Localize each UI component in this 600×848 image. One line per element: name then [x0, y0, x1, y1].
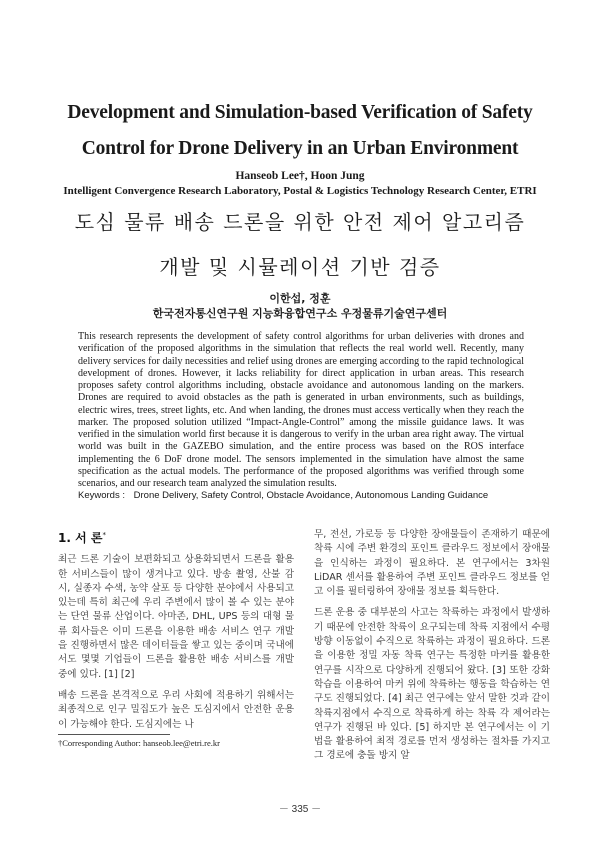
keywords-label: Keywords :	[78, 490, 125, 501]
paragraph: 최근 드론 기술이 보편화되고 상용화되면서 드론을 활용한 서비스들이 많이 생겨나고 있다. 방송 촬영, 산불 감시, 실종자 수색, 농약 살포 등 다양한 분야에서 사용되고 있는데 특히 최근에 우리 주변에서 많이 볼 수 있는 분야는 단연 물류 산업이다. 아마존, DHL, UPS 등의 대형 물류 회사들은 이미 드론을 이용한 배송 서비스 연구 개발을 진행하면서 많은 데이터들을 쌓고 있는 중이며 국내에서도 몇몇 기업들이 드론을 활용한 배송 서비스를 개발 중에 있다. [1] [2]	[58, 554, 294, 680]
footnote: †Corresponding Author: hanseob.lee@etri.re.kr	[58, 738, 220, 748]
footnote-divider	[58, 734, 170, 735]
body-column-right	[314, 528, 550, 771]
title-en-line-1: Development and Simulation-based Verification of Safety	[67, 102, 533, 123]
title-en-line-2: Control for Drone Delivery in an Urban Environment	[81, 138, 519, 159]
paragraph: 무, 전선, 가로등 등 다양한 장애물들이 존재하기 때문에 착륙 시에 주변 환경의 포인트 클라우드 정보에서 장애물을 인식하는 과정이 필요하다. 본 연구에서는 3차원 LiDAR 센서를 활용하여 주변 포인트 클라우드 정보를 얻고 이를 필터링하여 장애물 정보를 획득한다.	[314, 529, 550, 598]
keywords	[78, 490, 524, 501]
title-ko-line-1: 도심 물류 배송 드론을 위한 안전 제어 알고리즘	[74, 210, 526, 234]
paragraph: 배송 드론을 본격적으로 우리 사회에 적용하기 위해서는 최종적으로 인구 밀집도가 높은 도심지에서 안전한 운용이 가능해야 한다. 도심지에는 나	[58, 689, 294, 730]
affiliation-en: Intelligent Convergence Research Laboratory, Postal & Logistics Technology Research Center, ETRI	[63, 185, 537, 197]
authors-ko: 이한섭, 정훈	[269, 292, 331, 305]
page-number: － 335 －	[278, 804, 322, 815]
keywords-list: Drone Delivery, Safety Control, Obstacle Avoidance, Autonomous Landing Guidance	[133, 490, 489, 501]
section-heading-marker: *	[102, 531, 106, 539]
authors-en: Hanseob Lee†, Hoon Jung	[235, 170, 365, 182]
paragraph: 드론 운용 중 대부분의 사고는 착륙하는 과정에서 발생하기 때문에 안전한 착륙이 요구되는데 착륙 지점에서 수평방향 이동없이 수직으로 착륙하는 과정이 필요하다. 드론을 이용한 정밀 자동 착륙 연구는 특정한 마커를 활용한 연구를 시작으로 다양하게 진행되어 왔다. [3] 또한 강화학습을 이용하여 마커 위에 착륙하는 행동을 학습하는 연구도 진행되었다. [4] 최근 연구에는 앞서 말한 것과 같이 착륙지점에서 수직으로 착륙하게 하는 착륙 각 제어라는 연구가 진행된 바 있다. [5] 하지만 본 연구에서는 이 기법을 활용하여 최적 경로를 먼저 생성하는 절차를 가지고 그 경로에 충돌 방지 알	[314, 607, 550, 762]
section-heading-text: 1. 서 론	[58, 531, 103, 545]
affiliation-ko: 한국전자통신연구원 지능화융합연구소 우정물류기술연구센터	[152, 307, 448, 320]
abstract: This research represents the development of safety control algorithms for urban deliveries with drones and verification of the proposed algorithms in the simulation that reflects the real world well. Recently, many delivery services for daily necessities and relief using drones are emerging according to the rapid technological development of drones. However, it lacks reliability for direct application in urban areas. This research proposes safety control algorithms including, obstacle avoidance and autonomous landing on the markers. Drones are required to avoid obstacles as the path is generated in urban environments, such as buildings, electric wires, trees, street lights, etc. And when landing, the drones must access vertically when they reach the marker. The proposed solution utilized “Impact-Angle-Control” among the missile guidance laws. It was verified in the simulation world first because it is dangerous to verify in the urban area right away. The virtual world was built in the GAZEBO simulation, and the entire process was based on the ROS interface implementing the 6 DoF drone model. The sensors implemented in the simulation have almost the same specification as the actual models. The performance of the proposed algorithms was verified through some scenarios, and our research team analyzed the simulation results.	[78, 331, 524, 489]
title-ko-line-2: 개발 및 시뮬레이션 기반 검증	[159, 255, 441, 279]
body-column-left	[58, 528, 294, 739]
section-heading	[58, 528, 294, 545]
